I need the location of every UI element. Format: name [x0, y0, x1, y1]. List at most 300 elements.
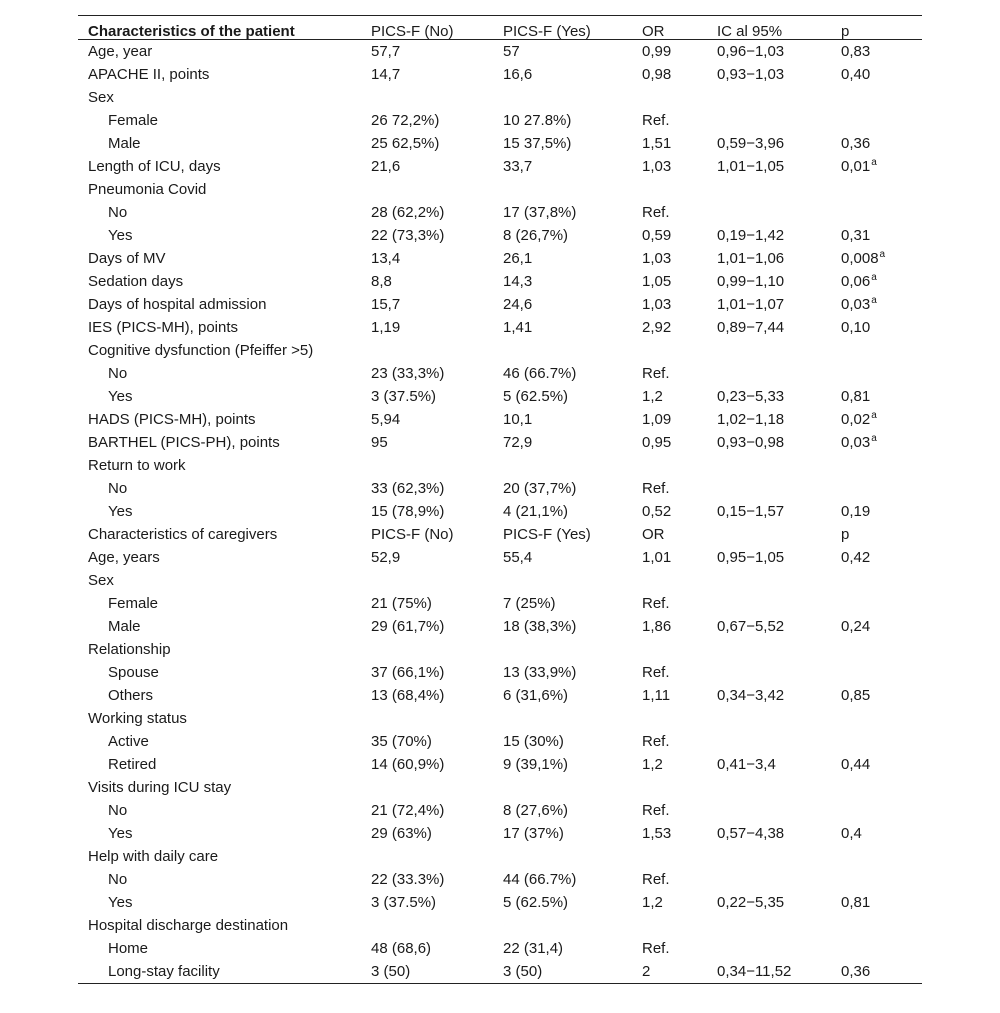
cell-or-text: 1,86: [642, 618, 672, 635]
cell-pics-f-no: [371, 822, 432, 845]
cell-or-text: Ref.: [642, 112, 670, 129]
cell-p: [841, 500, 870, 523]
cell-label: [88, 523, 277, 546]
cell-p-text: 0,008: [841, 250, 879, 267]
cell-p: [841, 63, 870, 86]
cell-label: [88, 408, 256, 431]
cell-pics-f-no-text: 21,6: [371, 158, 401, 175]
cell-pics-f-no-text: 21 (75%): [371, 595, 432, 612]
cell-ci-text: 0,89−7,44: [717, 319, 785, 336]
cell-or-text: 1,53: [642, 825, 672, 842]
cell-or: [642, 40, 671, 63]
cell-pics-f-yes: [503, 960, 542, 983]
cell-label: [88, 707, 187, 730]
cell-pics-f-yes: [503, 132, 571, 155]
cell-pics-f-no-text: 95: [371, 434, 388, 451]
cell-pics-f-yes-text: 22 (31,4): [503, 940, 564, 957]
cell-or: [642, 500, 671, 523]
cell-pics-f-yes-text: 14,3: [503, 273, 533, 290]
table-row: [78, 845, 922, 868]
cell-pics-f-yes-text: 15 37,5%): [503, 135, 572, 152]
cell-label-text: Cognitive dysfunction (Pfeiffer >5): [88, 342, 314, 359]
cell-ci: [717, 385, 784, 408]
cell-or: [642, 822, 671, 845]
cell-pics-f-no: [371, 293, 400, 316]
cell-or: [642, 63, 671, 86]
table-row: [78, 546, 922, 569]
cell-pics-f-no: [371, 891, 436, 914]
table-body: [78, 40, 922, 983]
cell-or: [642, 546, 671, 569]
table-row: [78, 891, 922, 914]
cell-pics-f-yes: [503, 523, 591, 546]
cell-label: [88, 638, 171, 661]
cell-or: [642, 408, 671, 431]
cell-or-text: 2,92: [642, 319, 672, 336]
cell-p: [841, 132, 870, 155]
cell-label: [108, 937, 148, 960]
cell-or: [642, 385, 663, 408]
cell-or-text: 1,2: [642, 894, 663, 911]
cell-pics-f-no: [371, 270, 392, 293]
cell-pics-f-no: [371, 408, 400, 431]
cell-ci-text: 0,96−1,03: [717, 43, 785, 60]
cell-or: [642, 431, 671, 454]
cell-or: [642, 109, 670, 132]
cell-label-text: Visits during ICU stay: [88, 779, 232, 796]
cell-or-text: 1,05: [642, 273, 672, 290]
cell-pics-f-yes: [503, 431, 532, 454]
cell-ci-text: 0,93−0,98: [717, 434, 785, 451]
cell-pics-f-no: [371, 753, 444, 776]
cell-label: [88, 86, 114, 109]
table-row: [78, 293, 922, 316]
cell-pics-f-no-text: 22 (73,3%): [371, 227, 445, 244]
cell-p: [841, 293, 877, 316]
cell-pics-f-yes-text: 5 (62.5%): [503, 894, 569, 911]
cell-pics-f-yes: [503, 109, 571, 132]
cell-label-text: Others: [108, 687, 154, 704]
cell-label-text: Age, years: [88, 549, 160, 566]
cell-label: [88, 339, 313, 362]
table-row: [78, 477, 922, 500]
cell-pics-f-yes: [503, 684, 568, 707]
cell-pics-f-no: [371, 730, 432, 753]
cell-pics-f-no: [371, 592, 432, 615]
cell-or: [642, 247, 671, 270]
cell-p: [841, 385, 870, 408]
cell-p-text: 0,03: [841, 296, 871, 313]
cell-or: [642, 730, 670, 753]
cell-ci-text: 1,02−1,18: [717, 411, 785, 428]
table-row: [78, 569, 922, 592]
cell-p: [841, 753, 870, 776]
table-row: [78, 408, 922, 431]
cell-label-text: Length of ICU, days: [88, 158, 221, 175]
cell-or-text: 1,2: [642, 388, 663, 405]
table-row: [78, 914, 922, 937]
cell-label-text: No: [108, 365, 128, 382]
table-row: [78, 316, 922, 339]
cell-pics-f-no-text: 5,94: [371, 411, 401, 428]
cell-ci-text: 0,99−1,10: [717, 273, 785, 290]
cell-p: [841, 891, 870, 914]
cell-p: [841, 822, 862, 845]
data-table: [78, 15, 922, 984]
cell-or-text: 1,03: [642, 296, 672, 313]
cell-pics-f-yes-text: 13 (33,9%): [503, 664, 577, 681]
cell-p-text: 0,83: [841, 43, 871, 60]
cell-or: [642, 362, 670, 385]
cell-p: [841, 615, 870, 638]
cell-ci: [717, 891, 784, 914]
table-row: [78, 822, 922, 845]
cell-label: [108, 730, 149, 753]
cell-ci: [717, 546, 784, 569]
cell-pics-f-no: [371, 316, 400, 339]
cell-pics-f-yes-text: 4 (21,1%): [503, 503, 569, 520]
cell-ci-text: 0,34−11,52: [717, 963, 792, 980]
cell-label: [108, 891, 132, 914]
cell-ci: [717, 431, 784, 454]
cell-label: [88, 178, 206, 201]
cell-label: [88, 546, 160, 569]
cell-pics-f-yes-text: 1,41: [503, 319, 533, 336]
cell-pics-f-no: [371, 960, 410, 983]
cell-p: [841, 40, 870, 63]
cell-pics-f-yes: [503, 293, 532, 316]
cell-label-text: Home: [108, 940, 149, 957]
table-row: [78, 109, 922, 132]
cell-p-text: 0,44: [841, 756, 871, 773]
cell-or: [642, 523, 665, 546]
cell-pics-f-no-text: 15 (78,9%): [371, 503, 445, 520]
cell-label-text: No: [108, 480, 128, 497]
cell-pics-f-yes: [503, 385, 568, 408]
cell-pics-f-yes: [503, 500, 568, 523]
cell-label: [108, 109, 158, 132]
cell-pics-f-yes: [503, 592, 556, 615]
cell-p-text: 0,31: [841, 227, 871, 244]
cell-p: [841, 960, 870, 983]
cell-ci: [717, 615, 784, 638]
cell-pics-f-no: [371, 684, 444, 707]
table-row: [78, 132, 922, 155]
cell-label-text: Age, year: [88, 43, 153, 60]
cell-pics-f-no: [371, 431, 388, 454]
cell-label: [88, 247, 166, 270]
cell-pics-f-yes-text: 15 (30%): [503, 733, 564, 750]
cell-label: [108, 684, 153, 707]
cell-pics-f-no-text: 22 (33.3%): [371, 871, 445, 888]
cell-p: [841, 408, 877, 431]
cell-ci-text: 0,67−5,52: [717, 618, 785, 635]
cell-label-text: No: [108, 204, 128, 221]
header-pics-f-no: PICS-F (No): [371, 23, 454, 40]
cell-pics-f-yes-text: 17 (37%): [503, 825, 564, 842]
cell-label-text: Days of MV: [88, 250, 166, 267]
cell-pics-f-yes-text: 55,4: [503, 549, 533, 566]
cell-pics-f-no: [371, 109, 439, 132]
cell-pics-f-yes: [503, 63, 532, 86]
cell-pics-f-no: [371, 40, 400, 63]
cell-pics-f-yes-text: 18 (38,3%): [503, 618, 577, 635]
cell-label: [88, 155, 221, 178]
cell-or: [642, 592, 670, 615]
cell-p-text: 0,42: [841, 549, 871, 566]
cell-or-text: Ref.: [642, 940, 670, 957]
cell-pics-f-no: [371, 937, 431, 960]
cell-ci: [717, 316, 784, 339]
cell-pics-f-no-text: 13,4: [371, 250, 401, 267]
cell-or: [642, 293, 671, 316]
cell-pics-f-no-text: 3 (37.5%): [371, 388, 437, 405]
cell-ci-text: 0,19−1,42: [717, 227, 785, 244]
cell-ci: [717, 155, 784, 178]
table-row: [78, 40, 922, 63]
cell-label: [88, 914, 288, 937]
cell-label: [108, 132, 141, 155]
cell-pics-f-no-text: 13 (68,4%): [371, 687, 445, 704]
cell-ci: [717, 63, 784, 86]
cell-pics-f-yes: [503, 615, 576, 638]
cell-label: [88, 776, 231, 799]
cell-p: [841, 247, 885, 270]
cell-or-text: 0,59: [642, 227, 672, 244]
cell-label: [108, 960, 220, 983]
cell-label: [108, 661, 159, 684]
cell-pics-f-yes-text: 10,1: [503, 411, 533, 428]
cell-label-text: Male: [108, 618, 141, 635]
footnote-marker: a: [871, 157, 877, 168]
cell-pics-f-yes: [503, 201, 576, 224]
cell-label-text: Working status: [88, 710, 187, 727]
cell-p-text: 0,81: [841, 388, 871, 405]
header-characteristics: Characteristics of the patient: [88, 23, 295, 40]
cell-pics-f-no: [371, 523, 454, 546]
cell-label: [88, 293, 266, 316]
cell-pics-f-no-text: 29 (61,7%): [371, 618, 445, 635]
cell-pics-f-yes: [503, 270, 532, 293]
cell-p: [841, 224, 870, 247]
cell-label-text: Pneumonia Covid: [88, 181, 207, 198]
cell-p-text: 0,85: [841, 687, 871, 704]
cell-pics-f-no-text: 28 (62,2%): [371, 204, 445, 221]
cell-label: [108, 615, 141, 638]
cell-or: [642, 868, 670, 891]
table-row: [78, 339, 922, 362]
cell-label: [108, 500, 132, 523]
cell-or-text: Ref.: [642, 365, 670, 382]
cell-pics-f-no-text: 26 72,2%): [371, 112, 440, 129]
cell-label: [88, 270, 183, 293]
cell-or-text: Ref.: [642, 733, 670, 750]
cell-or: [642, 661, 670, 684]
cell-label-text: BARTHEL (PICS-PH), points: [88, 434, 280, 451]
table-row: [78, 730, 922, 753]
cell-pics-f-no-text: 14 (60,9%): [371, 756, 445, 773]
table-row: [78, 776, 922, 799]
cell-ci-text: 0,15−1,57: [717, 503, 785, 520]
cell-label-text: Days of hospital admission: [88, 296, 267, 313]
cell-pics-f-no-text: 15,7: [371, 296, 401, 313]
cell-label-text: Help with daily care: [88, 848, 219, 865]
table-row: [78, 500, 922, 523]
cell-label: [108, 799, 127, 822]
cell-pics-f-yes: [503, 40, 520, 63]
table-row: [78, 178, 922, 201]
cell-pics-f-no-text: 25 62,5%): [371, 135, 440, 152]
cell-pics-f-yes: [503, 661, 576, 684]
cell-label-text: IES (PICS-MH), points: [88, 319, 239, 336]
cell-pics-f-no-text: 35 (70%): [371, 733, 432, 750]
footnote-marker: a: [871, 295, 877, 306]
cell-or-text: Ref.: [642, 595, 670, 612]
cell-p-text: p: [841, 526, 850, 543]
cell-pics-f-yes-text: 8 (26,7%): [503, 227, 569, 244]
cell-or-text: OR: [642, 526, 665, 543]
cell-pics-f-yes: [503, 155, 532, 178]
cell-ci-text: 0,34−3,42: [717, 687, 785, 704]
cell-label-text: Yes: [108, 388, 133, 405]
cell-pics-f-no-text: 3 (37.5%): [371, 894, 437, 911]
cell-ci: [717, 247, 784, 270]
cell-label-text: APACHE II, points: [88, 66, 210, 83]
table-row: [78, 523, 922, 546]
cell-ci-text: 0,93−1,03: [717, 66, 785, 83]
cell-pics-f-no-text: 48 (68,6): [371, 940, 432, 957]
table-row: [78, 86, 922, 109]
cell-ci-text: 1,01−1,06: [717, 250, 785, 267]
table-row: [78, 753, 922, 776]
cell-pics-f-yes: [503, 822, 564, 845]
table-row: [78, 707, 922, 730]
cell-label-text: Characteristics of caregivers: [88, 526, 278, 543]
cell-pics-f-no-text: 21 (72,4%): [371, 802, 445, 819]
cell-pics-f-no: [371, 477, 444, 500]
cell-or-text: 1,51: [642, 135, 672, 152]
cell-pics-f-no-text: 23 (33,3%): [371, 365, 445, 382]
cell-p-text: 0,02: [841, 411, 871, 428]
cell-pics-f-no-text: PICS-F (No): [371, 526, 454, 543]
cell-ci-text: 1,01−1,05: [717, 158, 785, 175]
cell-pics-f-no: [371, 155, 400, 178]
cell-label-text: Hospital discharge destination: [88, 917, 289, 934]
cell-pics-f-yes: [503, 868, 576, 891]
cell-pics-f-yes-text: 9 (39,1%): [503, 756, 569, 773]
table-row: [78, 385, 922, 408]
cell-or-text: 1,11: [642, 687, 671, 704]
cell-pics-f-yes-text: 46 (66.7%): [503, 365, 577, 382]
cell-ci: [717, 684, 784, 707]
cell-p-text: 0,10: [841, 319, 871, 336]
cell-label-text: Relationship: [88, 641, 171, 658]
cell-label: [108, 224, 132, 247]
cell-p-text: 0,06: [841, 273, 871, 290]
cell-pics-f-no: [371, 615, 444, 638]
cell-label: [88, 454, 186, 477]
table-row: [78, 362, 922, 385]
cell-or-text: Ref.: [642, 480, 670, 497]
cell-p: [841, 316, 870, 339]
cell-label: [108, 201, 127, 224]
cell-ci-text: 0,41−3,4: [717, 756, 776, 773]
cell-pics-f-yes: [503, 753, 568, 776]
cell-label-text: Sex: [88, 89, 114, 106]
cell-label-text: Male: [108, 135, 141, 152]
cell-p: [841, 684, 870, 707]
cell-label: [108, 362, 127, 385]
cell-p: [841, 431, 877, 454]
cell-label-text: Sedation days: [88, 273, 184, 290]
cell-pics-f-no: [371, 63, 400, 86]
cell-p-text: 0,01: [841, 158, 871, 175]
cell-p-text: 0,36: [841, 963, 871, 980]
cell-ci: [717, 270, 784, 293]
cell-label-text: HADS (PICS-MH), points: [88, 411, 256, 428]
cell-label: [108, 753, 156, 776]
table-row: [78, 63, 922, 86]
cell-pics-f-yes-text: 6 (31,6%): [503, 687, 569, 704]
cell-p-text: 0,03: [841, 434, 871, 451]
cell-label: [108, 385, 132, 408]
cell-label-text: Long-stay facility: [108, 963, 220, 980]
cell-p-text: 0,19: [841, 503, 871, 520]
cell-pics-f-no: [371, 868, 444, 891]
cell-ci: [717, 500, 784, 523]
cell-or-text: 0,98: [642, 66, 672, 83]
cell-pics-f-no-text: 52,9: [371, 549, 401, 566]
cell-or: [642, 270, 671, 293]
cell-pics-f-no: [371, 224, 444, 247]
cell-p-text: 0,81: [841, 894, 871, 911]
cell-pics-f-no-text: 8,8: [371, 273, 392, 290]
cell-pics-f-yes-text: 3 (50): [503, 963, 543, 980]
cell-ci-text: 0,23−5,33: [717, 388, 785, 405]
cell-or-text: 0,95: [642, 434, 672, 451]
cell-or: [642, 201, 670, 224]
cell-p: [841, 523, 849, 546]
cell-or: [642, 960, 650, 983]
footnote-marker: a: [871, 272, 877, 283]
cell-pics-f-no: [371, 247, 400, 270]
cell-label: [88, 431, 280, 454]
cell-label-text: Sex: [88, 572, 114, 589]
cell-pics-f-no: [371, 500, 444, 523]
cell-p: [841, 155, 877, 178]
table-row: [78, 684, 922, 707]
cell-or-text: 1,2: [642, 756, 663, 773]
cell-or-text: 0,99: [642, 43, 672, 60]
cell-pics-f-no: [371, 546, 400, 569]
cell-or-text: 1,01: [642, 549, 672, 566]
table-row: [78, 868, 922, 891]
cell-pics-f-yes-text: 33,7: [503, 158, 533, 175]
cell-pics-f-yes-text: 20 (37,7%): [503, 480, 577, 497]
cell-pics-f-yes: [503, 891, 568, 914]
cell-ci: [717, 132, 784, 155]
cell-or: [642, 799, 670, 822]
cell-label: [88, 63, 209, 86]
cell-p-text: 0,40: [841, 66, 871, 83]
cell-pics-f-yes-text: PICS-F (Yes): [503, 526, 591, 543]
cell-pics-f-no-text: 33 (62,3%): [371, 480, 445, 497]
table-row: [78, 155, 922, 178]
cell-or-text: 2: [642, 963, 651, 980]
table-row: [78, 661, 922, 684]
cell-or-text: 1,03: [642, 158, 672, 175]
cell-ci: [717, 408, 784, 431]
